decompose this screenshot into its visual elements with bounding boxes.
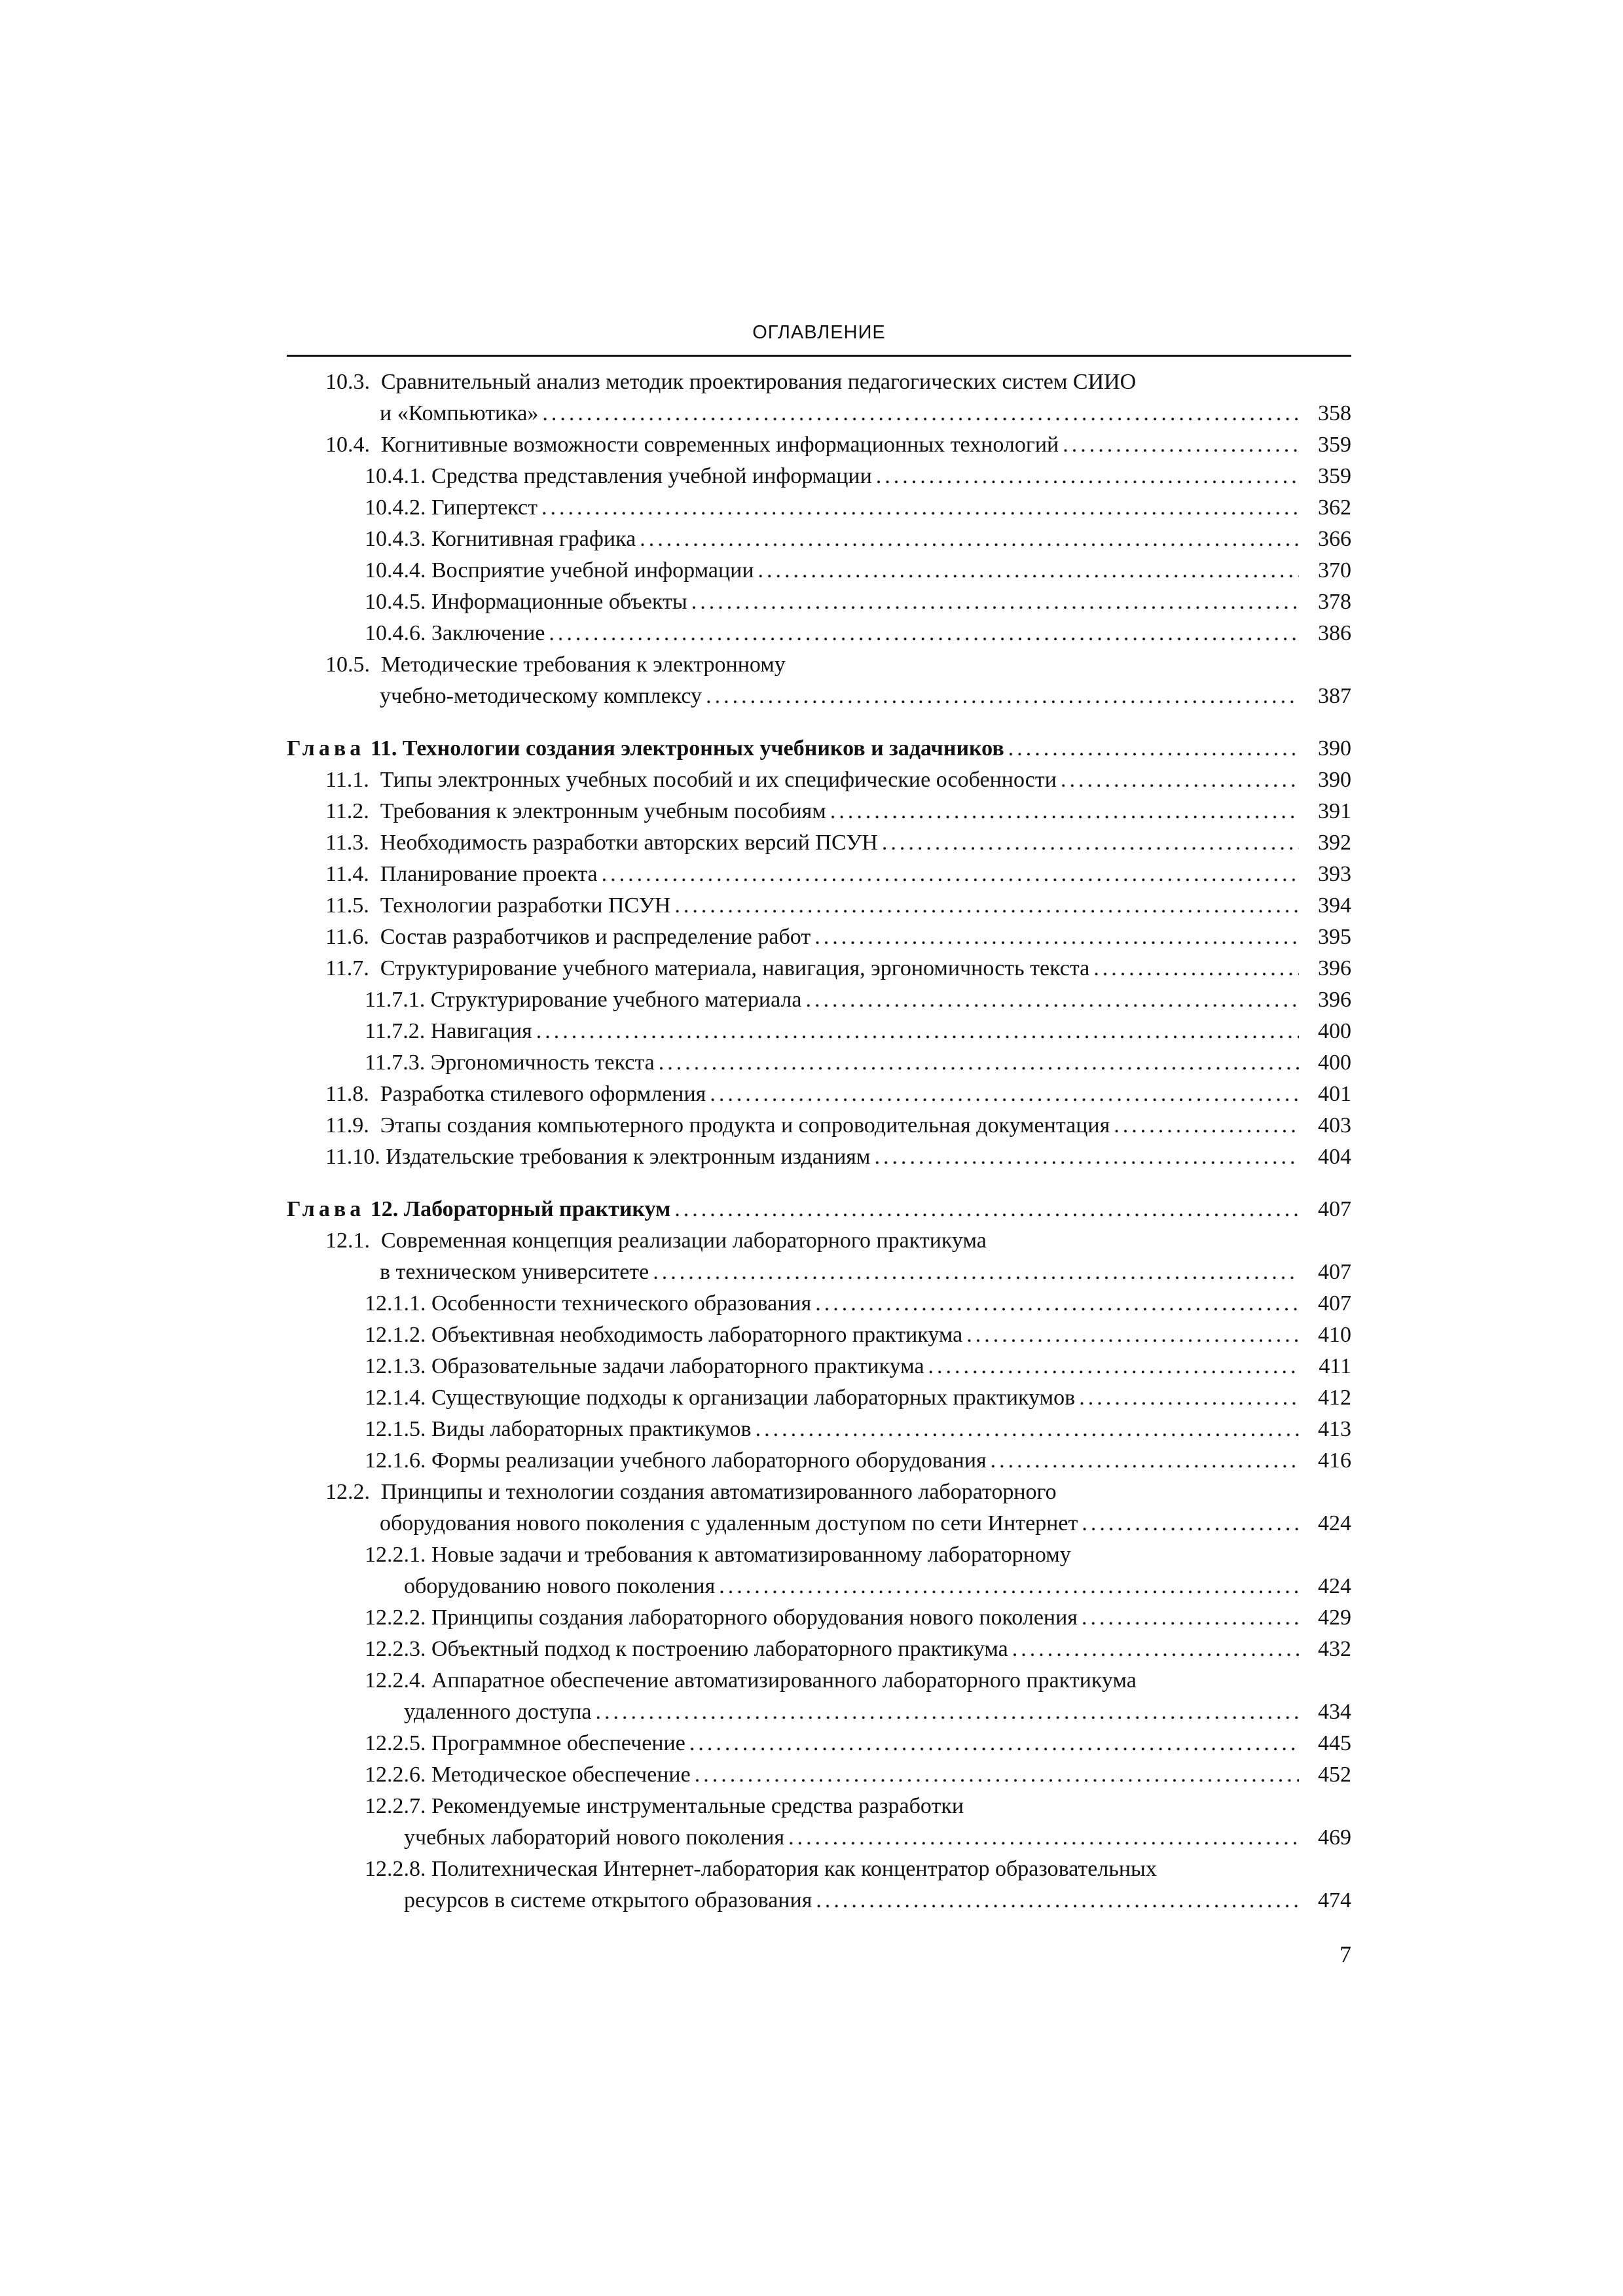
toc-entry-10-4-4: 10.4.4. Восприятие учебной информации ..... 370 [365,555,1351,586]
toc-entry-12-2-6: 12.2.6. Методическое обеспечение ..... 452 [365,1759,1351,1791]
toc-entry-12-2-1-cont: оборудованию нового поколения ..... 424 [404,1571,1351,1602]
toc-entry-10-5-cont: учебно-методическому комплексу ..... 387 [380,681,1351,712]
toc-entry-10-5: 10.5. Методические требования к электронному [325,653,786,677]
toc-entry-11-3: 11.3. Необходимость разработки авторских версий ПСУН ..... 392 [325,827,1351,859]
toc-entry-12-1-5: 12.1.5. Виды лабораторных практикумов ..... 413 [365,1414,1351,1445]
toc-entry-11-1: 11.1. Типы электронных учебных пособий и их специфические особенности ..... 390 [325,764,1351,796]
toc-entry-12-2-8: 12.2.8. Политехническая Интернет-лаборатория как концентратор образовательных [365,1857,1157,1881]
toc-entry-12-2-7: 12.2.7. Рекомендуемые инструментальные средства разработки [365,1794,964,1818]
toc-entry-10-4-6: 10.4.6. Заключение ..... 386 [365,618,1351,649]
toc-entry-12-2-4-cont: удаленного доступа ..... 434 [404,1696,1351,1728]
toc-entry-11-7-3: 11.7.3. Эргономичность текста ..... 400 [365,1047,1351,1079]
header-rule [287,355,1351,357]
toc-entry-12-2-8-cont: ресурсов в системе открытого образования ..... 474 [404,1885,1351,1916]
running-header: ОГЛАВЛЕНИЕ [752,322,886,343]
toc-entry-12-1-6: 12.1.6. Формы реализации учебного лабораторного оборудования ..... 416 [365,1445,1351,1477]
toc-entry-12-2-5: 12.2.5. Программное обеспечение ..... 445 [365,1728,1351,1759]
toc-entry-10-3: 10.3. Сравнительный анализ методик проектирования педагогических систем СИИО [325,370,1137,394]
toc-entry-11-4: 11.4. Планирование проекта ..... 393 [325,859,1351,890]
toc-entry-12-2-4: 12.2.4. Аппаратное обеспечение автоматизированного лабораторного практикума [365,1668,1137,1693]
toc-entry-11-5: 11.5. Технологии разработки ПСУН ..... 394 [325,890,1351,922]
toc-entry-10-4-3: 10.4.3. Когнитивная графика ..... 366 [365,524,1351,555]
toc-entry-12-2-7-cont: учебных лабораторий нового поколения ..... 469 [404,1822,1351,1854]
toc-entry-12-2-3: 12.2.3. Объектный подход к построению лабораторного практикума ..... 432 [365,1634,1351,1665]
toc-entry-12-1-4: 12.1.4. Существующие подходы к организации лабораторных практикумов ..... 412 [365,1382,1351,1414]
toc-entry-11-2: 11.2. Требования к электронным учебным пособиям ..... 391 [325,796,1351,827]
toc-entry-12-2-2: 12.2.2. Принципы создания лабораторного оборудования нового поколения ..... 429 [365,1602,1351,1634]
toc-entry-12-1: 12.1. Современная концепция реализации лабораторного практикума [325,1229,987,1253]
toc-entry-12-2: 12.2. Принципы и технологии создания автоматизированного лабораторного [325,1480,1057,1504]
toc-entry-10-3-cont: и «Компьютика» ..... 358 [380,398,1351,429]
page-number: 7 [1340,1941,1351,1967]
toc-entry-10-4-2: 10.4.2. Гипертекст ..... 362 [365,492,1351,524]
toc-entry-11-7: 11.7. Структурирование учебного материала, навигация, эргономичность текста ..... 396 [325,953,1351,984]
toc-entry-12-1-1: 12.1.1. Особенности технического образования ..... 407 [365,1288,1351,1319]
toc-entry-12-1-cont: в техническом университете ..... 407 [380,1257,1351,1288]
toc-entry-10-4: 10.4. Когнитивные возможности современных информационных технологий ..... 359 [325,429,1351,461]
toc-entry-11-7-2: 11.7.2. Навигация ..... 400 [365,1016,1351,1047]
toc-entry-11-6: 11.6. Состав разработчиков и распределение работ ..... 395 [325,922,1351,953]
toc-entry-12-2-1: 12.2.1. Новые задачи и требования к автоматизированному лабораторному [365,1543,1071,1567]
toc-entry-11-9: 11.9. Этапы создания компьютерного продукта и сопроводительная документация ..... 403 [325,1110,1351,1141]
toc-entry-12-2-cont: оборудования нового поколения с удаленным доступом по сети Интернет ..... 424 [380,1508,1351,1539]
toc-entry-12-1-2: 12.1.2. Объективная необходимость лабораторного практикума ..... 410 [365,1319,1351,1351]
toc-chapter-11: Глава 11. Технологии создания электронных учебников и задачников ..... 390 [287,733,1351,764]
toc-entry-10-4-5: 10.4.5. Информационные объекты ..... 378 [365,586,1351,618]
toc-entry-12-1-3: 12.1.3. Образовательные задачи лабораторного практикума ..... 411 [365,1351,1351,1382]
toc-entry-11-8: 11.8. Разработка стилевого оформления ..... 401 [325,1079,1351,1110]
toc-entry-10-4-1: 10.4.1. Средства представления учебной информации ..... 359 [365,461,1351,492]
toc-entry-11-10: 11.10. Издательские требования к электронным изданиям ..... 404 [325,1141,1351,1173]
toc-entry-11-7-1: 11.7.1. Структурирование учебного материала ..... 396 [365,984,1351,1016]
toc-chapter-12: Глава 12. Лабораторный практикум ..... 407 [287,1194,1351,1225]
